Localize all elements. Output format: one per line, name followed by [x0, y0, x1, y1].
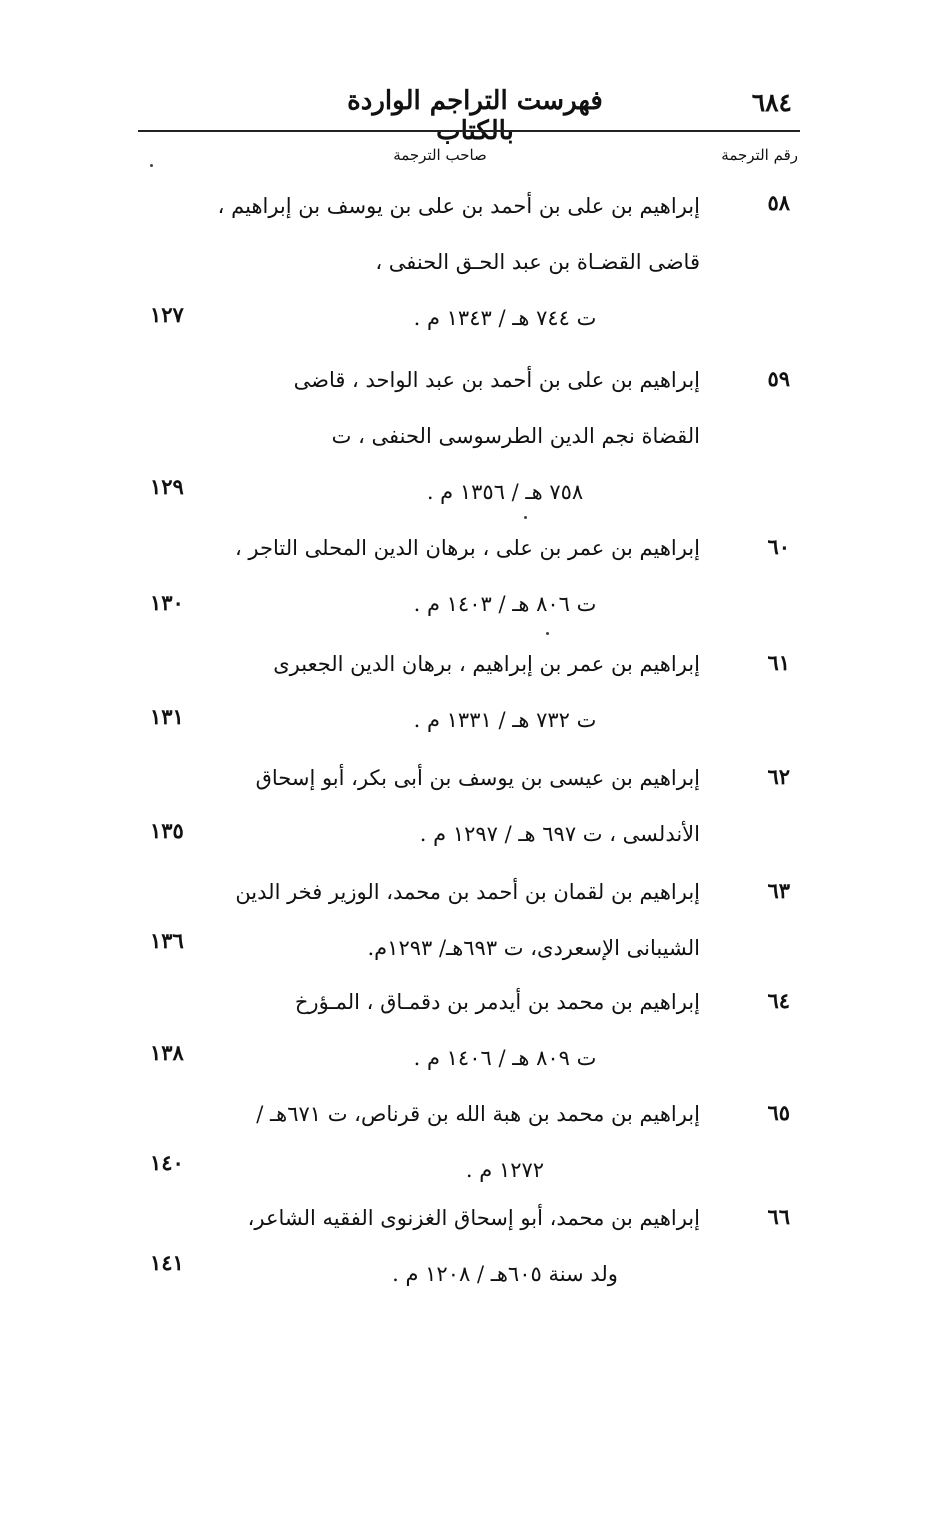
entry-line: ١٢٧٢ م . [465, 1158, 545, 1182]
entry-number: ٦٣ [767, 878, 790, 903]
entry-line: ٧٥٨ هـ / ١٣٥٦ م . [426, 480, 584, 504]
entry-number: ٥٨ [767, 190, 790, 215]
entry-line: إبراهيم بن عمر بن على ، برهان الدين المحلى التاجر ، [234, 536, 700, 560]
entry-line: إبراهيم بن محمد، أبو إسحاق الغزنوى الفقيه الشاعر، [247, 1206, 700, 1230]
entry-page: ١٣٥ [150, 818, 184, 843]
entry-line: إبراهيم بن عيسى بن يوسف بن أبى بكر، أبو إسحاق [255, 766, 700, 790]
column-header-number: رقم الترجمة [721, 146, 798, 164]
entry-number: ٦١ [767, 650, 790, 675]
entry-line: الأندلسى ، ت ٦٩٧ هـ / ١٢٩٧ م . [419, 822, 700, 846]
entry-page: ١٣١ [150, 704, 184, 729]
entry-page: ١٢٧ [150, 302, 184, 327]
entry-line: إبراهيم بن لقمان بن أحمد بن محمد، الوزير فخر الدين [235, 880, 700, 904]
entry-text [270, 636, 700, 748]
entry-line: الشيبانى الإسعردى، ت ٦٩٣هـ/ ١٢٩٣م. [367, 936, 700, 960]
entry-text [256, 1086, 700, 1198]
entry-number: ٦٤ [767, 988, 790, 1013]
entry-line: إبراهيم بن على بن أحمد بن عبد الواحد ، قاضى [293, 368, 700, 392]
entry-line: ت ٨٠٦ هـ / ١٤٠٣ م . [413, 592, 597, 616]
entry-line: ولد سنة ٦٠٥هـ / ١٢٠٨ م . [392, 1262, 618, 1286]
entry-text [217, 178, 700, 346]
entry-number: ٦٠ [767, 534, 790, 559]
entry-text [247, 1190, 700, 1302]
entry-line: القضاة نجم الدين الطرسوسى الحنفى ، ت [331, 424, 700, 448]
print-speck [546, 632, 549, 635]
entry-line: إبراهيم بن محمد بن أيدمر بن دقمـاق ، المـؤرخ [294, 990, 700, 1014]
entry-text [270, 974, 700, 1086]
page-title: فهرست التراجم الواردة بالكتاب [347, 86, 603, 146]
entry-page: ١٤٠ [150, 1150, 184, 1175]
entry-text [270, 352, 700, 520]
entry-page: ١٤١ [150, 1250, 184, 1275]
entry-line: قاضى القضـاة بن عبد الحـق الحنفى ، [375, 250, 700, 274]
entry-line: ت ٧٣٢ هـ / ١٣٣١ م . [413, 708, 597, 732]
entry-line: إبراهيم بن على بن أحمد بن على بن يوسف بن إبراهيم ، [217, 194, 700, 218]
entry-number: ٦٥ [767, 1100, 790, 1125]
entry-page: ١٣٦ [150, 928, 184, 953]
column-header-name: صاحب الترجمة [393, 146, 487, 164]
entry-line: إبراهيم بن عمر بن إبراهيم ، برهان الدين الجعبرى [273, 652, 700, 676]
page-number: ٦٨٤ [751, 88, 792, 117]
entry-page: ١٢٩ [150, 474, 184, 499]
entry-number: ٥٩ [767, 366, 790, 391]
print-speck [150, 164, 153, 167]
entry-number: ٦٦ [767, 1204, 790, 1229]
entry-text [234, 520, 700, 632]
entry-text [255, 750, 700, 862]
entry-line: ت ٨٠٩ هـ / ١٤٠٦ م . [413, 1046, 597, 1070]
entry-page: ١٣٨ [150, 1040, 184, 1065]
entry-line: ت ٧٤٤ هـ / ١٣٤٣ م . [413, 306, 597, 330]
header-rule [138, 130, 800, 132]
print-speck [524, 516, 527, 519]
entry-text [235, 864, 700, 976]
entry-number: ٦٢ [767, 764, 790, 789]
entry-line: إبراهيم بن محمد بن هبة الله بن قرناص، ت ٦٧١هـ / [256, 1102, 700, 1126]
entry-page: ١٣٠ [150, 590, 184, 615]
